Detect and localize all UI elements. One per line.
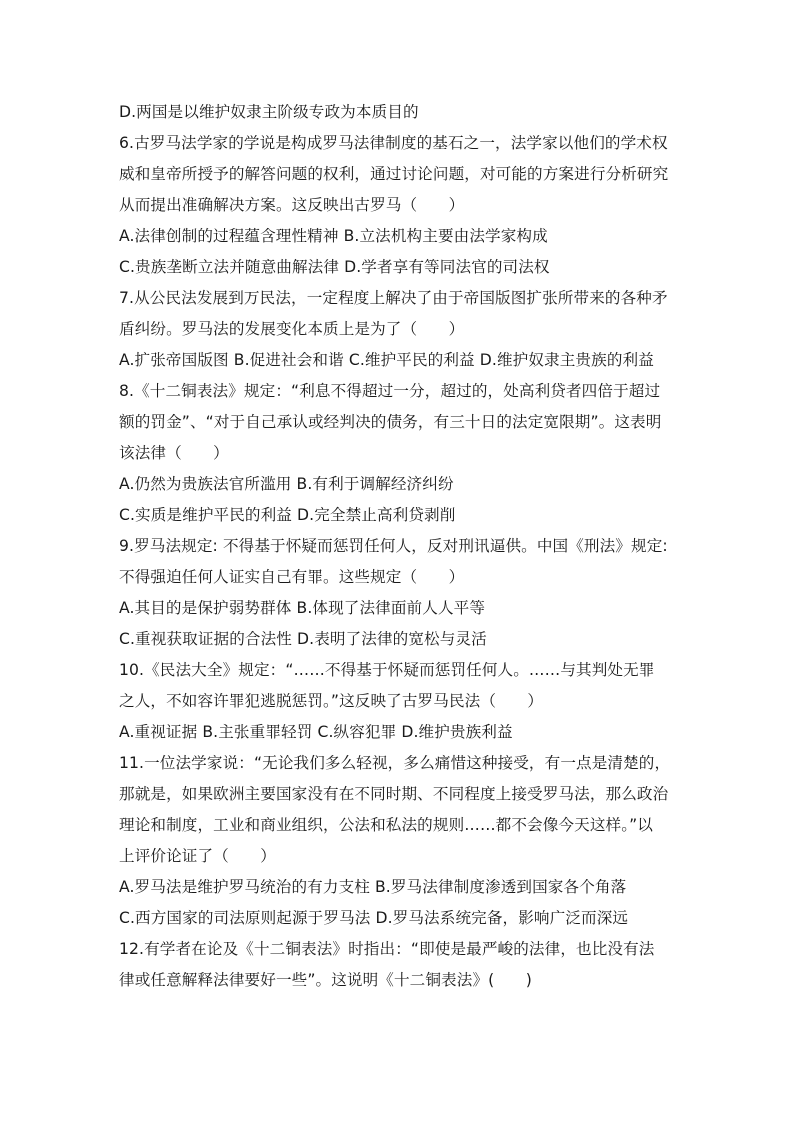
question-12-line: 12.有学者在论及《十二铜表法》时指出：“即使是最严峻的法律，也比没有法 xyxy=(119,940,655,958)
option-line: A.法律创制的过程蕴含理性精神 B.立法机构主要由法学家构成 xyxy=(119,227,548,245)
option-line: A.扩张帝国版图 B.促进社会和谐 C.维护平民的利益 D.维护奴隶主贵族的利益 xyxy=(119,351,654,369)
text-line: 威和皇帝所授予的解答问题的权利，通过讨论问题，对可能的方案进行分析研究 xyxy=(119,165,669,183)
option-line: C.西方国家的司法原则起源于罗马法 D.罗马法系统完备，影响广泛而深远 xyxy=(119,909,629,927)
option-line: C.实质是维护平民的利益 D.完全禁止高利贷剥削 xyxy=(119,506,456,524)
text-line: 额的罚金”、“对于自己承认或经判决的债务，有三十日的法定宽限期”。这表明 xyxy=(119,413,662,431)
question-6-line: 6.古罗马法学家的学说是构成罗马法律制度的基石之一，法学家以他们的学术权 xyxy=(119,134,668,152)
question-9-line: 9.罗马法规定: 不得基于怀疑而惩罚任何人，反对刑讯逼供。中国《刑法》规定: xyxy=(119,537,668,555)
text-line: D.两国是以维护奴隶主阶级专政为本质目的 xyxy=(119,103,419,121)
text-line: 从而提出准确解决方案。这反映出古罗马（ ） xyxy=(119,196,465,214)
text-line: 上评价论证了（ ） xyxy=(119,847,276,865)
text-line: 那就是，如果欧洲主要国家没有在不同时期、不同程度上接受罗马法，那么政治 xyxy=(119,785,669,803)
text-line: 理论和制度，工业和商业组织，公法和私法的规则……都不会像今天这样。”以 xyxy=(119,816,653,834)
option-line: C.贵族垄断立法并随意曲解法律 D.学者享有等同法官的司法权 xyxy=(119,258,550,276)
option-line: C.重视获取证据的合法性 D.表明了法律的宽松与灵活 xyxy=(119,630,487,648)
question-11-line: 11.一位法学家说：“无论我们多么轻视，多么痛惜这种接受，有一点是清楚的， xyxy=(119,754,671,772)
option-line: A.仍然为贵族法官所滥用 B.有利于调解经济纠纷 xyxy=(119,475,454,493)
text-line: 不得强迫任何人证实自己有罪。这些规定（ ） xyxy=(119,568,465,586)
option-line: A.重视证据 B.主张重罪轻罚 C.纵容犯罪 D.维护贵族利益 xyxy=(119,723,513,741)
question-7-line: 7.从公民法发展到万民法，一定程度上解决了由于帝国版图扩张所带来的各种矛 xyxy=(119,289,668,307)
question-10-line: 10.《民法大全》规定：“……不得基于怀疑而惩罚任何人。……与其判处无罪 xyxy=(119,661,655,679)
text-line: 之人，不如容许罪犯逃脱惩罚。”这反映了古罗马民法（ ） xyxy=(119,692,544,710)
option-line: A.罗马法是维护罗马统治的有力支柱 B.罗马法律制度渗透到国家各个角落 xyxy=(119,878,627,896)
text-line: 盾纠纷。罗马法的发展变化本质上是为了（ ） xyxy=(119,320,465,338)
question-text-block xyxy=(119,100,679,999)
question-8-line: 8.《十二铜表法》规定：“利息不得超过一分，超过的，处高利贷者四倍于超过 xyxy=(119,382,661,400)
text-line: 该法律（ ） xyxy=(119,444,229,462)
option-line: A.其目的是保护弱势群体 B.体现了法律面前人人平等 xyxy=(119,599,486,617)
text-line: 律或任意解释法律要好一些”。这说明《十二铜表法》( ) xyxy=(119,971,532,989)
